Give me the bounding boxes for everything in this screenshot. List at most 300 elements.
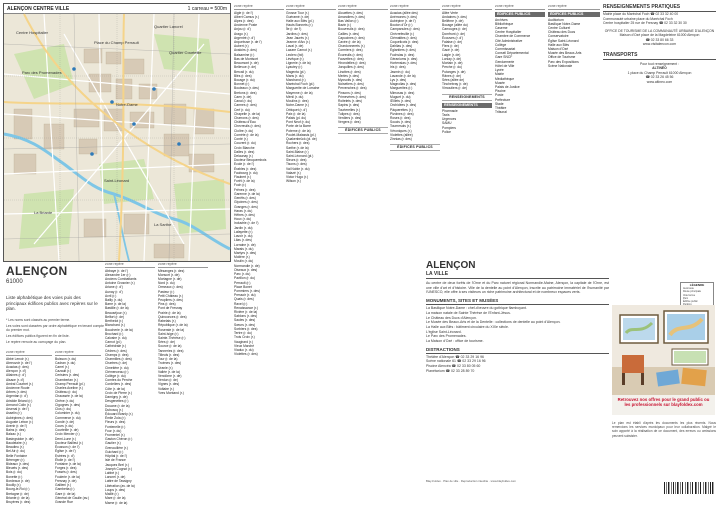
map-canvas	[4, 14, 230, 261]
street-entry: Centre Culturel	[548, 25, 571, 30]
street-entry: Mairie	[495, 72, 504, 77]
tourism-website[interactable]: www.visitalencon.com	[642, 42, 677, 46]
monument-item: Le Musée des Beaux-Arts et de la Dentelle : collections de dentelle au point d'Alençon.	[426, 320, 561, 325]
street-entry: Comète (r. de la)	[234, 132, 259, 137]
column-header: zone repère	[548, 4, 600, 10]
street-entry: Marchand (r.)	[286, 78, 306, 82]
street-entry: Rabelais (r.)	[158, 319, 176, 324]
street-entry: Muguet (r. du)	[390, 94, 411, 99]
street-entry: Bretons (r. des)	[234, 90, 257, 95]
street-entry: Rivière (r. de la)	[234, 310, 258, 315]
street-entry: Vallée (r. de la)	[158, 369, 180, 374]
street-entry: Stade	[495, 101, 504, 106]
street-entry: Lyautey (r.)	[286, 65, 303, 70]
distraction-item: Théâtre d'Alençon ☎ 02 33 29 16 96	[426, 354, 484, 359]
title-block	[6, 264, 106, 312]
street-entry: Palais de Justice	[495, 85, 520, 89]
street-index-column	[390, 4, 440, 500]
street-entry: Zinnias (r. des)	[390, 137, 412, 142]
street-entry: Arquebuse (r. de l')	[234, 40, 262, 45]
ville-title: ALENÇON	[426, 260, 476, 271]
street-entry: Lycée	[495, 68, 504, 73]
street-entry: Église (r. de l')	[55, 449, 76, 454]
street-entry: Couvent (r. du)	[234, 141, 256, 146]
street-entry: Basingstoke (r. de)	[6, 436, 34, 441]
street-entry: Œillets (r. des)	[390, 99, 412, 104]
street-entry: Bocage (allée du)	[442, 23, 468, 28]
street-entry: Hôtel de Ville	[495, 63, 515, 68]
street-entry: Château (r. du)	[55, 390, 77, 395]
street-entry: Maillé (r.)	[105, 492, 119, 497]
monument-item: Le Parc des Promenades.	[426, 334, 467, 339]
street-entry: Hortensias (r. des)	[390, 61, 417, 66]
street-entry: Cordeliers (r. des)	[105, 382, 132, 387]
street-index-column	[6, 350, 52, 504]
section-bar: ÉDIFICES PUBLICS	[548, 12, 600, 17]
monuments-heading: MONUMENTS, SITES ET MUSÉES	[426, 298, 609, 305]
city-map[interactable]	[3, 3, 231, 262]
street-entry: Tanneries (r. des)	[158, 348, 184, 353]
street-entry: Bellevue (r. de)	[234, 65, 257, 70]
street-entry: Sarthe (r. de la)	[286, 145, 309, 150]
street-entry: Ormeaux (r. des)	[158, 285, 183, 290]
street-entry: Abreuvoir (r. de l')	[6, 360, 32, 365]
advertisement[interactable]	[612, 305, 715, 415]
street-entry: Tulipes (r. des)	[338, 111, 360, 116]
section-subheading: ÉDIFICES PUBLICS	[390, 144, 440, 151]
street-entry: Jardin (r. du)	[234, 225, 253, 230]
street-entry: Leclerc (bd)	[286, 52, 304, 57]
info-line: Communauté urbaine place du Maréchal Foch	[603, 16, 673, 21]
street-entry: Maréchal Foch (pl.)	[286, 82, 315, 87]
street-entry: Docteur Bailleul (r.)	[55, 440, 84, 445]
street-entry: Poterne (r. de la)	[286, 128, 311, 133]
street-entry: Valazé (r.)	[286, 170, 301, 175]
street-entry: Fromentel (r.)	[105, 433, 125, 438]
street-entry: Vendôme (r. de)	[158, 373, 182, 378]
street-entry: Auditorium	[548, 17, 564, 22]
street-entry: Saint-Léonard (pl.)	[286, 153, 314, 158]
street-entry: Carrel (r.)	[55, 364, 69, 369]
distractions-heading: DISTRACTIONS	[426, 347, 609, 354]
street-entry: Gautier (r.)	[105, 441, 121, 446]
street-entry: Chaussée (r. de la)	[55, 394, 83, 399]
street-index-column	[158, 262, 208, 500]
street-entry: République (r. de la)	[158, 323, 188, 328]
street-entry: Hauts Bonnets (r.)	[286, 23, 313, 28]
section-bar: RENSEIGNEMENTS	[442, 103, 492, 108]
street-entry: Tisons (r. des)	[286, 162, 307, 167]
street-entry: Houx (r. du)	[234, 217, 252, 222]
street-entry: Jardins (r. des)	[286, 31, 308, 36]
street-entry: Jasmin (r. du)	[390, 69, 410, 74]
street-entry: Haras (r. du)	[234, 208, 253, 213]
street-entry: Charmilles (r. des)	[105, 357, 132, 362]
street-entry: Asselin (r.)	[6, 411, 22, 416]
footnote: Le plan est établi d'après les documents les plus récents. Nous remercions les services municipaux pour leur collaboration. Malgré le soin apporté à la réalisation de ce document, des erreurs ou omissions peuvent subsister.	[612, 421, 716, 438]
barcode-icon	[664, 482, 714, 494]
street-entry: Avril (r.)	[105, 293, 117, 298]
street-entry: Allaines (r. d')	[6, 373, 26, 378]
street-index-column	[548, 4, 600, 256]
street-entry: Tribunal	[495, 110, 507, 115]
transport-address: 1 place du Champ Perrault 61000 Alençon	[627, 70, 692, 75]
street-entry: Mésanges (r. des)	[158, 268, 185, 273]
street-entry: Clématites (r. des)	[390, 35, 417, 40]
street-entry: Théâtre	[495, 106, 507, 111]
street-entry: Jonquilles (r. des)	[338, 65, 364, 70]
street-entry: Notre-Dame (r.)	[286, 103, 309, 108]
street-entry: Pâquerettes (r.)	[390, 107, 413, 112]
street-entry: Campanules (r. des)	[390, 27, 420, 32]
practical-info-heading: RENSEIGNEMENTS PRATIQUES	[603, 4, 716, 12]
street-entry: Aubépines (r. des)	[6, 415, 33, 420]
street-entry: Parc des Expositions	[548, 59, 579, 64]
transport-line: Pour tout renseignement :	[639, 61, 679, 66]
street-entry: Bas de Montsort	[234, 56, 259, 61]
street-entry: Bruyères (r. des)	[6, 499, 31, 504]
column-header: zone repère	[6, 350, 52, 356]
street-entry: Avenir (r. de l')	[6, 424, 28, 428]
street-entry: Dahlias (r. des)	[390, 44, 413, 49]
street-entry: Estrées (r. d')	[55, 453, 75, 458]
street-entry: Tourterelles (r.)	[338, 107, 360, 112]
street-entry: Gendarmerie	[495, 59, 515, 64]
postal-code: 61000	[6, 279, 23, 285]
street-entry: Géraniums (r. des)	[390, 56, 418, 61]
street-entry: Beaulieu (r.)	[6, 445, 24, 450]
street-entry: Écouves (r. d')	[442, 35, 463, 40]
street-entry: Lys (r. des)	[390, 78, 407, 82]
street-entry: Quinconces (r. des)	[158, 314, 187, 319]
street-entry: Bordeaux (r. de)	[6, 478, 30, 483]
street-entry: Acacias (allée des)	[390, 10, 418, 15]
street-entry: Libération (av. de la)	[105, 483, 135, 488]
column-header: zone repère	[234, 4, 284, 10]
street-entry: Lancrel (r. de)	[105, 475, 126, 480]
map-label: Parc des Promenades	[22, 70, 62, 75]
street-entry: Préfecture	[495, 97, 511, 102]
street-entry: Croix Mercier (r.)	[55, 432, 80, 437]
street-entry: Damigny (r. de)	[105, 395, 128, 400]
street-entry: Cité Administrative	[495, 38, 523, 43]
street-entry: Commissariat	[495, 47, 516, 52]
street-entry: Musée	[495, 80, 505, 85]
street-entry: Tilleuls (r. des)	[158, 352, 180, 357]
street-entry: Barre (r. de la)	[105, 302, 127, 307]
street-entry: Pasteur (r.)	[158, 289, 175, 294]
street-entry: Primevères (r. des)	[338, 94, 366, 99]
street-entry: Gaston Chéron (r.)	[105, 437, 133, 442]
street-entry: Collège	[495, 42, 507, 47]
ad-banner[interactable]: Retrouvez nos offres pour le grand public ou les professionnels sur blayfoldex.com	[617, 397, 710, 407]
street-entry: Conseil Départemental	[495, 51, 529, 56]
street-entry: Roseraie (r. de la)	[158, 327, 185, 332]
street-entry: Foulerie (r. de la)	[55, 474, 80, 479]
street-entry: Île (r. de l')	[286, 27, 302, 32]
street-entry: Hirondelles (r. des)	[338, 61, 366, 66]
street-entry: Roitelets (r. des)	[338, 99, 363, 104]
street-entry: Bonette (r.)	[6, 474, 23, 479]
map-label: La Sarthe	[154, 222, 172, 227]
street-entry: Carmes (r. des)	[234, 103, 257, 108]
street-entry: Noisetiers (r. des)	[338, 82, 364, 87]
street-entry: Croix de Pierre (r.)	[105, 390, 132, 395]
info-line: Centre hospitalier 25 rue de Fresnay ☎ 02 33 32 30 30	[603, 21, 687, 25]
street-entry: Taxis	[442, 112, 450, 117]
street-entry: Pompiers	[442, 125, 456, 130]
monument-item: La maison natale de Sainte Thérèse de l'Enfant-Jésus.	[426, 310, 511, 315]
street-entry: Cormiers (r. des)	[338, 48, 363, 53]
street-entry: Marne (r. de la)	[105, 500, 128, 505]
street-entry: Lavande (r. de la)	[390, 73, 416, 78]
street-entry: Chapelle (r. de la)	[234, 111, 261, 116]
street-entry: Bouvreuils (r. des)	[338, 27, 365, 32]
street-entry: Urgences	[442, 117, 457, 122]
street-index-column	[442, 4, 492, 256]
street-entry: Poste	[495, 93, 504, 98]
street-entry: Oiseaux (r. des)	[234, 267, 258, 272]
street-entry: Pervenches (r. des)	[338, 86, 367, 91]
street-entry: Jeanne d'Arc (r.)	[286, 40, 311, 45]
street-entry: Albert Camus (r.)	[234, 14, 259, 19]
street-entry: Jacques Brel (r.)	[105, 462, 130, 467]
column-header: zone repère	[495, 4, 545, 10]
street-entry: Pharmacie	[442, 108, 458, 113]
street-entry: Saules (r. des)	[234, 318, 256, 323]
street-entry: Vergers (r. des)	[338, 120, 361, 125]
street-entry: Érables (r. des)	[234, 166, 257, 171]
street-entry: Écureuils (r. des)	[338, 52, 363, 57]
street-entry: Douane (r. de la)	[105, 403, 130, 408]
street-entry: Alençon (r. d')	[6, 369, 27, 374]
street-entry: Uranie (r.)	[158, 365, 173, 370]
street-entry: Renaissance (r.)	[234, 305, 259, 310]
street-entry: Flers (r. de)	[442, 44, 459, 49]
legend-note: Les édifices publics figurent en fin de liste.	[6, 334, 70, 339]
street-entry: Blés (r. des)	[234, 73, 252, 78]
street-entry: Pins (r. des)	[158, 302, 176, 307]
street-entry: Hêtres (r. des)	[234, 213, 255, 217]
street-entry: Arsenal (r. de l')	[6, 407, 29, 412]
street-entry: Fuchsias (r. des)	[390, 52, 415, 57]
street-entry: Alsace (r. d')	[6, 377, 25, 382]
street-entry: Véroniques (r.)	[390, 128, 412, 133]
transport-website[interactable]: www.altineo.com	[646, 79, 673, 84]
street-entry: Vaugirard (r.)	[234, 339, 253, 344]
street-entry: Halle aux Blés (pl.)	[286, 18, 314, 23]
street-entry: Médiathèque	[495, 76, 515, 81]
street-entry: Caen (r. de)	[234, 94, 252, 99]
street-entry: Beaumont (r. de)	[234, 61, 259, 66]
street-entry: Cigognes (r. des)	[55, 402, 81, 407]
street-entry: Cathédrale (r.)	[105, 344, 127, 349]
street-entry: Putanges (r. de)	[442, 69, 466, 74]
street-entry: Cours (r. du)	[55, 424, 74, 428]
street-entry: Jean Jaurès (r.)	[286, 35, 309, 40]
map-title: ALENÇON CENTRE VILLE	[7, 6, 70, 12]
street-entry: Gallieni (r.)	[55, 483, 71, 488]
street-entry: Château des Ducs	[548, 30, 576, 35]
street-entry: Fontaine (r. de la)	[55, 461, 81, 466]
map-label: La Briante	[34, 210, 53, 215]
street-entry: Grenouillère (r.)	[105, 445, 128, 450]
street-entry: Bel Air (r. du)	[6, 449, 26, 454]
street-entry: Belfort (r. de)	[105, 314, 125, 319]
column-header: zone repère	[55, 350, 101, 356]
city-presentation	[426, 260, 609, 374]
street-entry: Sœurs (r. des)	[234, 322, 256, 327]
street-entry: Bailly (r. du)	[105, 298, 123, 303]
street-entry: Pommiers (r. des)	[234, 288, 261, 293]
ville-intro: Au centre de deux forêts de l'Orne et du Parc naturel régional Normandie-Maine, Alençon, la capitale de l'Orne, est une ville d'art et d'histoire. Ville de la dentelle au point d'Alençon, inscrite au patrimoine immatériel de l'humanité par l'UNESCO, elle offre à ses visiteurs un riche patrimoine architectural et de nombreux espaces verts.	[426, 281, 609, 295]
street-entry: Abbé Lenoir (r.)	[6, 356, 29, 361]
street-entry: Balsamine (r.)	[234, 52, 255, 57]
street-entry: Linottes (r. des)	[338, 69, 361, 74]
info-line: Mairie place du Maréchal Foch ☎ 02 33 32 40 00	[603, 12, 679, 16]
street-entry: Orbiquet (r. d')	[286, 107, 307, 112]
street-entry: Bercail (r. du)	[234, 69, 254, 74]
street-entry: Vimoutiers (r. de)	[442, 86, 468, 91]
street-entry: Conservatoire	[548, 34, 569, 39]
map-label: Quartier Lancrel	[154, 24, 183, 29]
street-entry: Amandiers (r. des)	[338, 14, 365, 19]
street-entry: Courteille (r. de)	[55, 428, 79, 433]
street-entry: Paix (r. de la)	[286, 111, 306, 116]
street-entry: Alpes (r. des)	[234, 18, 254, 23]
street-entry: Viaduc (r. du)	[234, 348, 254, 352]
street-entry: Capucines (r. des)	[338, 35, 365, 40]
street-entry: Forêt (r. de la)	[234, 179, 255, 184]
street-entry: Sainte-Thérèse (r.)	[158, 336, 186, 340]
street-entry: Prairie (r. de la)	[158, 310, 181, 315]
street-entry: Charrons (r. des)	[234, 115, 259, 120]
monument-item: La Basilique Notre-Dame : chef-d'œuvre du gothique flamboyant.	[426, 306, 527, 311]
street-entry: Lazare Carnot (r.)	[286, 48, 312, 53]
street-entry: Cadran (r. du)	[55, 360, 76, 365]
monument-item: Le Château des Ducs d'Alençon.	[426, 315, 477, 320]
street-entry: Fauvettes (r. des)	[338, 56, 364, 61]
street-index-column	[286, 4, 336, 500]
street-entry: Glycines (r. des)	[234, 200, 258, 205]
street-entry: Anémones (r. des)	[390, 14, 417, 19]
street-entry: Falaise (r. de)	[442, 40, 463, 45]
street-entry: Musée des Beaux-Arts	[548, 51, 582, 56]
street-entry: Chartres (r. de)	[105, 361, 128, 366]
street-entry: Martyrs (r. des)	[234, 250, 257, 255]
column-header: zone repère	[286, 4, 336, 10]
legend-note: * Les noms sont classés au premier terme.	[6, 318, 71, 322]
street-entry: Myosotis (r. des)	[338, 78, 363, 82]
legend-notes	[6, 318, 106, 346]
street-entry: Porte de la Barre	[286, 124, 311, 129]
street-entry: Archives	[495, 17, 508, 22]
street-entry: Marguerite de Lorraine	[286, 86, 320, 91]
street-entry: Croix Blanche	[234, 145, 255, 150]
monument-item: La Halle aux Blés : bâtiment circulaire du XIXe siècle.	[426, 324, 509, 329]
street-entry: Mare (r. de la)	[105, 496, 126, 501]
street-entry: Bretagne (r. de)	[6, 491, 29, 496]
list-description: Liste alphabétique des voies puis des principaux édifices publics avec repères sur le plan.	[6, 295, 98, 312]
street-entry: Ariane (r. d')	[105, 285, 123, 290]
map-label: Centre Hospitalier	[16, 30, 49, 35]
street-entry: Perche (r. du)	[442, 65, 462, 70]
legend-note: Le repère renvoie au carroyage du plan.	[6, 340, 67, 345]
street-entry: Industrie (r. de l')	[234, 221, 259, 226]
street-entry: Genêts (r. des)	[234, 196, 256, 201]
street-entry: Quakenbrück (pl. de)	[286, 137, 317, 142]
street-entry: Bains (r. des)	[6, 428, 26, 433]
street-entry: Argentré (r. d')	[234, 35, 255, 40]
street-entry: Laval (r. de)	[286, 44, 304, 49]
street-entry: Calvaire (r. du)	[105, 336, 127, 340]
street-entry: Basilique Notre-Dame	[548, 21, 581, 26]
street-index-column	[495, 4, 545, 256]
street-entry: Lévêque (r.)	[286, 56, 304, 61]
street-entry: Aubert (r.)	[234, 44, 249, 49]
street-entry: Balzac (r.)	[6, 432, 21, 437]
street-entry: Aunay (r. d')	[105, 289, 123, 294]
street-entry: Perrault (r.)	[234, 280, 251, 285]
street-entry: Violettes (r. des)	[234, 352, 258, 357]
street-entry: Émile Zola (r.)	[105, 416, 126, 421]
street-entry: Cerf (r. du)	[234, 107, 250, 112]
street-index-column	[105, 262, 155, 505]
distraction-item: Planétarium ☎ 02 33 28 89 70	[426, 368, 475, 373]
street-entry: Domfront (r. de)	[442, 31, 466, 36]
street-entry: Garenne (r. de la)	[234, 191, 260, 196]
street-entry: Bérenger (r.)	[6, 457, 25, 462]
street-entry: Buisson (r. du)	[55, 356, 77, 361]
street-entry: Arbres (r. des)	[6, 390, 27, 395]
street-entry: Aubépine (r. de l')	[390, 18, 416, 23]
street-entry: Maison d'Ozé	[548, 47, 569, 52]
street-entry: Yves Montand (r.)	[158, 390, 184, 395]
street-entry: Baudelaire (r.)	[6, 440, 27, 445]
street-entry: Roses (r. des)	[390, 115, 411, 120]
street-entry: Halle aux Blés	[548, 42, 570, 47]
map-label: Saint-Léonard	[104, 178, 130, 183]
street-entry: Lattre de Tassigny	[105, 479, 132, 484]
street-entry: Alouettes (r. des)	[338, 10, 363, 15]
street-entry: Gare (r. de la)	[55, 491, 76, 496]
street-entry: Verdiers (r. des)	[338, 115, 362, 120]
street-entry: Magnolias (r. des)	[390, 82, 417, 87]
street-entry: Auguste Lebon (r.)	[6, 419, 34, 424]
street-entry: Ecole (r. de l')	[234, 162, 255, 167]
street-entry: Charles Aveline (r.)	[55, 386, 83, 391]
street-entry: Ancienne Route	[6, 386, 30, 391]
street-entry: Wilson (r.)	[286, 179, 301, 184]
street-entry: Tour (r. de la)	[158, 357, 178, 362]
street-entry: Alexandre 1er (r.)	[105, 272, 131, 277]
map-scale: 1 carreau = 500m	[187, 6, 227, 12]
street-entry: Côte (r. de la)	[105, 386, 125, 391]
info-panel	[603, 4, 716, 84]
street-entry: Tinchebray (r. de)	[442, 82, 468, 87]
street-entry: Pont de Fresnay	[158, 306, 183, 311]
street-entry: Merles (r. des)	[338, 73, 360, 78]
street-entry: Frênes (r. des)	[234, 187, 256, 192]
street-entry: Sablons (r. des)	[234, 314, 258, 319]
street-entry: Caserne	[495, 25, 508, 30]
street-entry: Laigle (r. de)	[442, 52, 461, 57]
street-entry: Aristide Briand (r.)	[6, 398, 33, 403]
street-entry: Piscine	[495, 89, 506, 94]
street-entry: Églantiers (r. des)	[390, 48, 416, 53]
street-entry: Bouton d'Or (r.)	[390, 23, 413, 28]
street-entry: Ménil (r. du)	[286, 94, 304, 99]
